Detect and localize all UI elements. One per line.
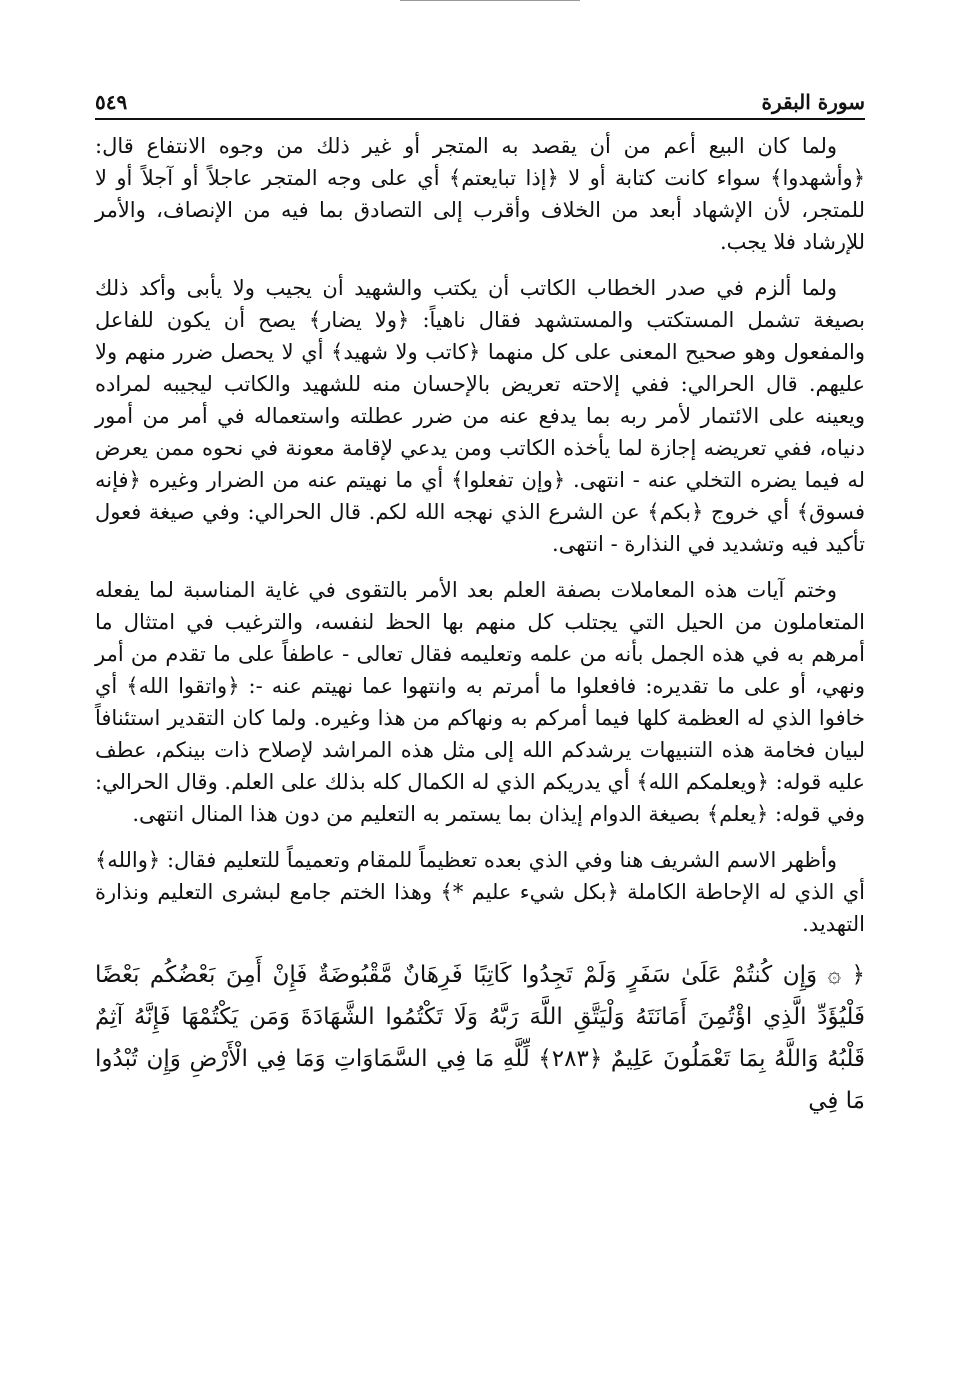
quran-verse-block: ﴿ ۞ وَإِن كُنتُمْ عَلَىٰ سَفَرٍ وَلَمْ تَجِدُوا كَاتِبًا فَرِهَانٌ مَّقْبُوضَةٌ فَإِنْ أَمِنَ بَعْضُكُم بَعْضًا فَلْيُؤَدِّ الَّذِي اؤْتُمِنَ أَمَانَتَهُ وَلْيَتَّقِ اللَّهَ رَبَّهُ وَلَا تَكْتُمُوا الشَّهَادَةَ وَمَن يَكْتُمْهَا فَإِنَّهُ آثِمٌ قَلْبُهُ وَاللَّهُ بِمَا تَعْمَلُونَ عَلِيمٌ ﴿٢٨٣﴾ لِّلَّهِ مَا فِي السَّمَاوَاتِ وَمَا فِي الْأَرْضِ وَإِن تُبْدُوا مَا فِي — [95, 962, 865, 1114]
page — [95, 80, 865, 1122]
paragraph-1: ولما كان البيع أعم من أن يقصد به المتجر أو غير ذلك من وجوه الانتفاع قال: ﴿وأشهدوا﴾ سواء كانت كتابة أو لا ﴿إذا تبايعتم﴾ أي على وجه المتجر عاجلاً أو آجلاً أو لا للمتجر، لأن الإشهاد أبعد من الخلاف وأقرب إلى التصادق بما فيه من الإنصاف، والأمر للإرشاد فلا يجب. — [95, 134, 865, 254]
page-number: ٥٤٩ — [95, 90, 128, 114]
paragraph-4: وأظهر الاسم الشريف هنا وفي الذي بعده تعظيماً للمقام وتعميماً للتعليم فقال: ﴿والله﴾ أي الذي له الإحاطة الكاملة ﴿بكل شيء عليم *﴾ وهذا الختم جامع لبشرى التعليم ونذارة التهديد. — [95, 848, 865, 936]
page-header — [95, 80, 865, 114]
header-divider — [95, 118, 865, 120]
paragraph-2: ولما ألزم في صدر الخطاب الكاتب أن يكتب والشهيد أن يجيب ولا يأبى وأكد ذلك بصيغة تشمل المستكتب والمستشهد فقال ناهياً: ﴿ولا يضار﴾ يصح أن يكون للفاعل والمفعول وهو صحيح المعنى على كل منهما ﴿كاتب ولا شهيد﴾ أي لا يحصل ضرر منهم ولا عليهم. قال الحرالي: ففي إلاحته تعريض بالإحسان منه للشهيد والكاتب ليجيبه لمراده ويعينه على الائتمار لأمر ربه بما يدفع عنه من ضرر عطلته واستعماله في أمر من أمور دنياه، ففي تعريضه إجازة لما يأخذه الكاتب ومن يدعي لإقامة معونة في نحوه ممن يعرض له فيما يضره التخلي عنه - انتهى. ﴿وإن تفعلوا﴾ أي ما نهيتم عنه من الضرار وغيره ﴿فإنه فسوق﴾ أي خروج ﴿بكم﴾ عن الشرع الذي نهجه الله لكم. قال الحرالي: وفي صيغة فعول تأكيد فيه وتشديد في النذارة - انتهى. — [95, 276, 865, 556]
paragraph-3: وختم آيات هذه المعاملات بصفة العلم بعد الأمر بالتقوى في غاية المناسبة لما يفعله المتعاملون من الحيل التي يجتلب كل منهم بها الحظ لنفسه، والترغيب في امتثال ما أمرهم به في هذه الجمل بأنه من علمه وتعليمه فقال تعالى - عاطفاً على ما تقدم من أمر ونهي، أو على ما تقديره: فافعلوا ما أمرتم به وانتهوا عما نهيتم عنه -: ﴿واتقوا الله﴾ أي خافوا الذي له العظمة كلها فيما أمركم به ونهاكم من هذا وغيره. ولما كان التقدير استئنافاً لبيان فخامة هذه التنبيهات يرشدكم الله إلى مثل هذه المراشد لإصلاح ذات بينكم، عطف عليه قوله: ﴿ويعلمكم الله﴾ أي يدريكم الذي له الكمال كله بذلك على العلم. وقال الحرالي: وفي قوله: ﴿يعلم﴾ بصيغة الدوام إيذان بما يستمر به التعليم من دون هذا المنال انتهى. — [95, 578, 865, 826]
top-rule — [400, 0, 580, 1]
surah-title: سورة البقرة — [761, 90, 865, 114]
